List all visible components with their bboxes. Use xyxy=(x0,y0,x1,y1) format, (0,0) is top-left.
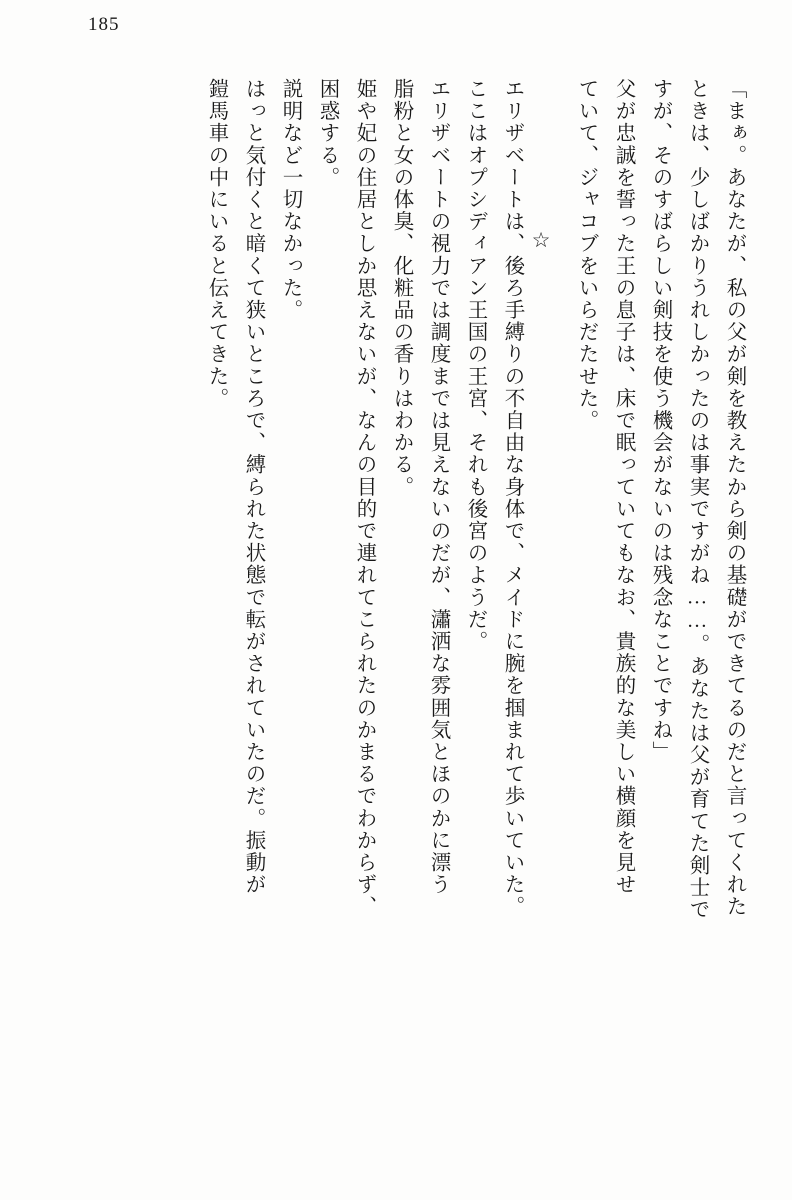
text-column: 説明など一切なかった。 xyxy=(279,78,301,322)
text-column: ここはオプシディアン王国の王宮、それも後宮のようだ。 xyxy=(464,78,486,653)
text-column: ていて、ジャコブをいらだたせた。 xyxy=(575,78,597,432)
text-column: エリザベートは、後ろ手縛りの不自由な身体で、メイドに腕を掴まれて歩いていた。 xyxy=(501,78,523,918)
vertical-text-block xyxy=(48,78,744,1160)
text-column: 鎧馬車の中にいると伝えてきた。 xyxy=(205,78,227,410)
text-column: 脂粉と女の体臭、化粧品の香りはわかる。 xyxy=(390,78,412,498)
text-column: すが、そのすばらしい剣技を使う機会がないのは残念なことですね」 xyxy=(649,78,671,764)
text-column: 父が忠誠を誓った王の息子は、床で眠っていてもなお、貴族的な美しい横顔を見せ xyxy=(612,78,634,896)
text-column: 困惑する。 xyxy=(316,78,338,189)
text-column: ときは、少しばかりうれしかったのは事実ですがね……。あなたは父が育てた剣士で xyxy=(686,78,708,921)
star-icon: ☆ xyxy=(529,228,553,252)
text-column: 姫や妃の住居としか思えないが、なんの目的で連れてこられたのかまるでわからず、 xyxy=(353,78,375,918)
text-column: はっと気付くと暗くて狭いところで、縛られた状態で転がされていたのだ。振動が xyxy=(242,78,264,896)
text-column: エリザベートの視力では調度までは見えないのだが、瀟洒な雰囲気とほのかに漂う xyxy=(427,78,449,896)
ornament-column xyxy=(522,78,559,1160)
text-column: 「まぁ。あなたが、私の父が剣を教えたから剣の基礎ができてるのだと言ってくれた xyxy=(723,78,745,918)
page-number: 185 xyxy=(88,14,120,35)
